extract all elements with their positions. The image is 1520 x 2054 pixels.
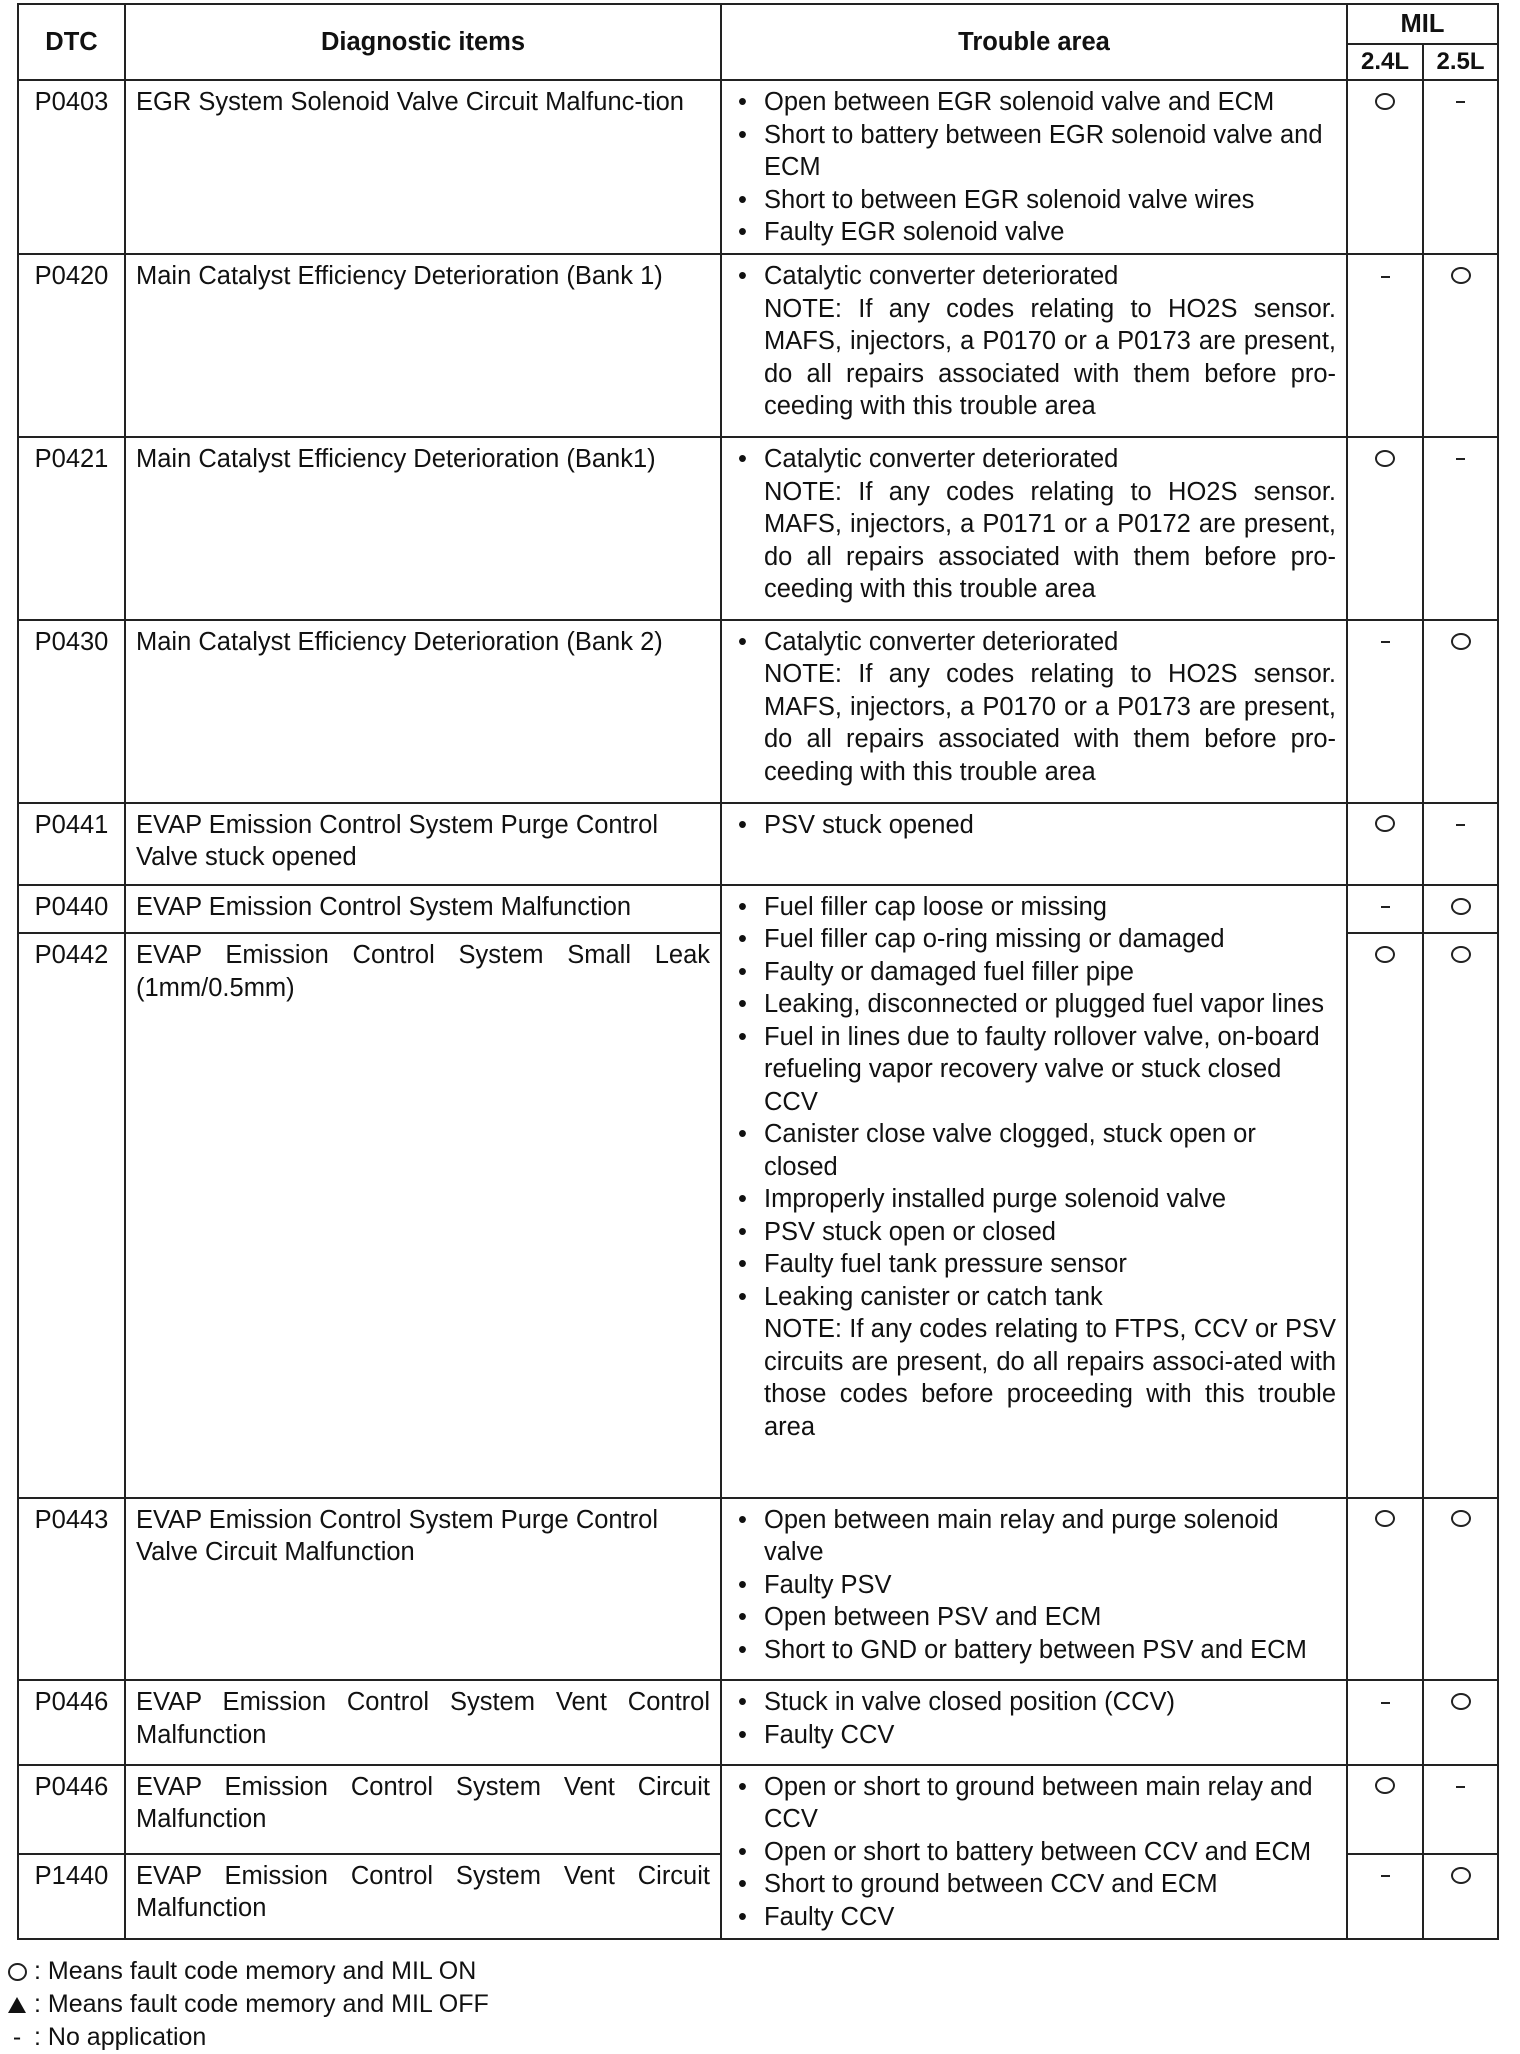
dash-icon: [1381, 276, 1390, 278]
trouble-item: • Faulty CCV: [732, 1901, 1336, 1934]
legend: [0, 1955, 489, 2054]
trouble-list: [732, 443, 1336, 476]
table-row: [18, 254, 1498, 437]
mil-2.5l: [1423, 437, 1498, 620]
circle-icon: [1451, 1693, 1471, 1710]
table-row: [18, 620, 1498, 803]
trouble-item: • Fuel in lines due to faulty rollover valve, on-board refueling vapor recovery valve or stuck closed CCV: [732, 1021, 1336, 1119]
header-trouble-area: Trouble area: [721, 4, 1347, 80]
dtc-code: P0421: [18, 437, 125, 620]
mil-2.5l: [1423, 933, 1498, 1497]
dtc-code: P0420: [18, 254, 125, 437]
diagnostic-item: Main Catalyst Efficiency Deterioration (Bank 1): [125, 254, 721, 437]
trouble-list: [732, 626, 1336, 659]
dash-icon: [1381, 906, 1390, 908]
trouble-item: • Improperly installed purge solenoid valve: [732, 1183, 1336, 1216]
trouble-item: • Catalytic converter deteriorated: [732, 260, 1336, 293]
trouble-area-cell: [721, 437, 1347, 620]
trouble-item: • Faulty fuel tank pressure sensor: [732, 1248, 1336, 1281]
legend-text: : No application: [34, 2023, 207, 2051]
table-row: [18, 80, 1498, 254]
trouble-note: NOTE: If any codes relating to HO2S sensor. MAFS, injectors, a P0171 or a P0172 are present, do all repairs associated with them before pro-ceeding with this trouble area: [764, 477, 1336, 604]
circle-icon: [1451, 267, 1471, 284]
triangle-icon: [0, 1997, 34, 2013]
mil-2.5l: [1423, 1854, 1498, 1939]
legend-item: [0, 2021, 489, 2054]
trouble-item: • Stuck in valve closed position (CCV): [732, 1686, 1336, 1719]
mil-2.4l: [1347, 933, 1423, 1497]
mil-2.5l: [1423, 620, 1498, 803]
diagnostic-item: EVAP Emission Control System Purge Control Valve stuck opened: [125, 803, 721, 885]
dash-icon: [1456, 458, 1465, 460]
circle-icon: [1375, 1777, 1395, 1794]
trouble-item: • Open between PSV and ECM: [732, 1601, 1336, 1634]
trouble-note: NOTE: If any codes relating to FTPS, CCV or PSV circuits are present, do all repairs associ-ated with those codes before proceeding with this trouble area: [764, 1315, 1336, 1441]
circle-icon: [1451, 1867, 1471, 1884]
trouble-item: • Short to between EGR solenoid valve wires: [732, 184, 1336, 217]
diagnostic-item: EVAP Emission Control System Vent Circuit Malfunction: [125, 1765, 721, 1854]
legend-item: [0, 1955, 489, 1988]
trouble-item: • Open between main relay and purge solenoid valve: [732, 1504, 1336, 1569]
diagnostic-item: EVAP Emission Control System Vent Control Malfunction: [125, 1680, 721, 1764]
table-row: [18, 885, 1498, 933]
trouble-item: • Canister close valve clogged, stuck open or closed: [732, 1118, 1336, 1183]
circle-icon: [1451, 898, 1471, 915]
trouble-area-cell: [721, 620, 1347, 803]
table-row: [18, 1765, 1498, 1854]
mil-2.5l: [1423, 803, 1498, 885]
circle-icon: [1375, 93, 1395, 110]
circle-icon: [1451, 946, 1471, 963]
trouble-list: [732, 891, 1336, 1314]
trouble-item: • Short to ground between CCV and ECM: [732, 1868, 1336, 1901]
dash-icon: [1456, 1786, 1465, 1788]
circle-icon: [1451, 1510, 1471, 1527]
table-row: [18, 803, 1498, 885]
trouble-list: [732, 1771, 1336, 1934]
trouble-item: • Fuel filler cap loose or missing: [732, 891, 1336, 924]
trouble-list: [732, 1504, 1336, 1667]
trouble-item: • Faulty EGR solenoid valve: [732, 216, 1336, 249]
header-diagnostic-items: Diagnostic items: [125, 4, 721, 80]
dtc-code: P0440: [18, 885, 125, 933]
mil-2.5l: [1423, 885, 1498, 933]
mil-2.4l: [1347, 80, 1423, 254]
dtc-code: P0443: [18, 1498, 125, 1681]
trouble-item: • Fuel filler cap o-ring missing or damaged: [732, 923, 1336, 956]
circle-icon: [1375, 946, 1395, 963]
trouble-area-cell: [721, 80, 1347, 254]
mil-2.5l: [1423, 1498, 1498, 1681]
diagnostic-item: EVAP Emission Control System Vent Circuit Malfunction: [125, 1854, 721, 1939]
trouble-area-cell: [721, 803, 1347, 885]
trouble-area-cell: [721, 885, 1347, 1498]
dtc-code: P0446: [18, 1765, 125, 1854]
trouble-list: [732, 1686, 1336, 1751]
dtc-code: P0441: [18, 803, 125, 885]
mil-2.5l: [1423, 1680, 1498, 1764]
legend-text: : Means fault code memory and MIL OFF: [34, 1990, 489, 2018]
dash-icon: [1381, 1702, 1390, 1704]
dtc-code: P0403: [18, 80, 125, 254]
mil-2.4l: [1347, 254, 1423, 437]
dtc-code: P0442: [18, 933, 125, 1497]
trouble-note: NOTE: If any codes relating to HO2S sensor. MAFS, injectors, a P0170 or a P0173 are present, do all repairs associated with them before pro-ceeding with this trouble area: [764, 660, 1336, 786]
header-dtc: DTC: [18, 4, 125, 80]
mil-2.4l: [1347, 1680, 1423, 1764]
circle-icon: [1451, 633, 1471, 650]
mil-2.4l: [1347, 1498, 1423, 1681]
mil-2.4l: [1347, 1765, 1423, 1854]
trouble-item: • Open or short to battery between CCV and ECM: [732, 1836, 1336, 1869]
mil-2.5l: [1423, 1765, 1498, 1854]
trouble-note: NOTE: If any codes relating to HO2S sensor. MAFS, injectors, a P0170 or a P0173 are present, do all repairs associated with them before pro-ceeding with this trouble area: [764, 294, 1336, 421]
mil-2.4l: [1347, 885, 1423, 933]
trouble-item: • Faulty or damaged fuel filler pipe: [732, 956, 1336, 989]
trouble-list: [732, 260, 1336, 293]
dash-icon: [1456, 101, 1465, 103]
mil-2.4l: [1347, 437, 1423, 620]
mil-2.4l: [1347, 803, 1423, 885]
diagnostic-item: EGR System Solenoid Valve Circuit Malfunc-tion: [125, 80, 721, 254]
dash-icon: [1381, 641, 1390, 643]
mil-2.4l: [1347, 1854, 1423, 1939]
trouble-item: • Catalytic converter deteriorated: [732, 443, 1336, 476]
trouble-item: • Faulty PSV: [732, 1569, 1336, 1602]
trouble-item: • Faulty CCV: [732, 1719, 1336, 1752]
diagnostic-item: EVAP Emission Control System Purge Control Valve Circuit Malfunction: [125, 1498, 721, 1681]
diagnostic-item: Main Catalyst Efficiency Deterioration (Bank1): [125, 437, 721, 620]
mil-2.5l: [1423, 254, 1498, 437]
diagnostic-item: EVAP Emission Control System Small Leak (1mm/0.5mm): [125, 933, 721, 1497]
trouble-item: • Leaking canister or catch tank: [732, 1281, 1336, 1314]
trouble-area-cell: [721, 254, 1347, 437]
dtc-code: P0446: [18, 1680, 125, 1764]
trouble-item: • Short to battery between EGR solenoid valve and ECM: [732, 119, 1336, 184]
trouble-area-cell: [721, 1680, 1347, 1764]
dash-icon: [1456, 824, 1465, 826]
dash-icon: [1381, 1875, 1390, 1877]
circle-icon: [0, 1963, 34, 1981]
trouble-list: [732, 809, 1336, 842]
trouble-item: • Short to GND or battery between PSV and ECM: [732, 1634, 1336, 1667]
header-mil: MIL: [1347, 4, 1498, 44]
diagnostic-item: EVAP Emission Control System Malfunction: [125, 885, 721, 933]
legend-item: [0, 1988, 489, 2021]
dtc-code: P0430: [18, 620, 125, 803]
trouble-item: • PSV stuck open or closed: [732, 1216, 1336, 1249]
table-row: [18, 437, 1498, 620]
diagnostic-item: Main Catalyst Efficiency Deterioration (Bank 2): [125, 620, 721, 803]
dash-symbol: -: [12, 2023, 22, 2051]
trouble-item: • Open or short to ground between main relay and CCV: [732, 1771, 1336, 1836]
circle-icon: [1375, 815, 1395, 832]
table-row: [18, 1498, 1498, 1681]
mil-2.4l: [1347, 620, 1423, 803]
table-body: [18, 80, 1498, 1939]
trouble-item: • Leaking, disconnected or plugged fuel vapor lines: [732, 988, 1336, 1021]
header-mil-2.4l: 2.4L: [1347, 44, 1423, 80]
dtc-table: [17, 3, 1499, 1940]
legend-text: : Means fault code memory and MIL ON: [34, 1957, 477, 1985]
trouble-area-cell: [721, 1498, 1347, 1681]
trouble-list: [732, 86, 1336, 249]
circle-icon: [1375, 1510, 1395, 1527]
header-mil-2.5l: 2.5L: [1423, 44, 1498, 80]
mil-2.5l: [1423, 80, 1498, 254]
table-row: [18, 1680, 1498, 1764]
trouble-item: • Open between EGR solenoid valve and ECM: [732, 86, 1336, 119]
circle-icon: [1375, 450, 1395, 467]
trouble-item: • PSV stuck opened: [732, 809, 1336, 842]
dtc-code: P1440: [18, 1854, 125, 1939]
trouble-area-cell: [721, 1765, 1347, 1939]
trouble-item: • Catalytic converter deteriorated: [732, 626, 1336, 659]
